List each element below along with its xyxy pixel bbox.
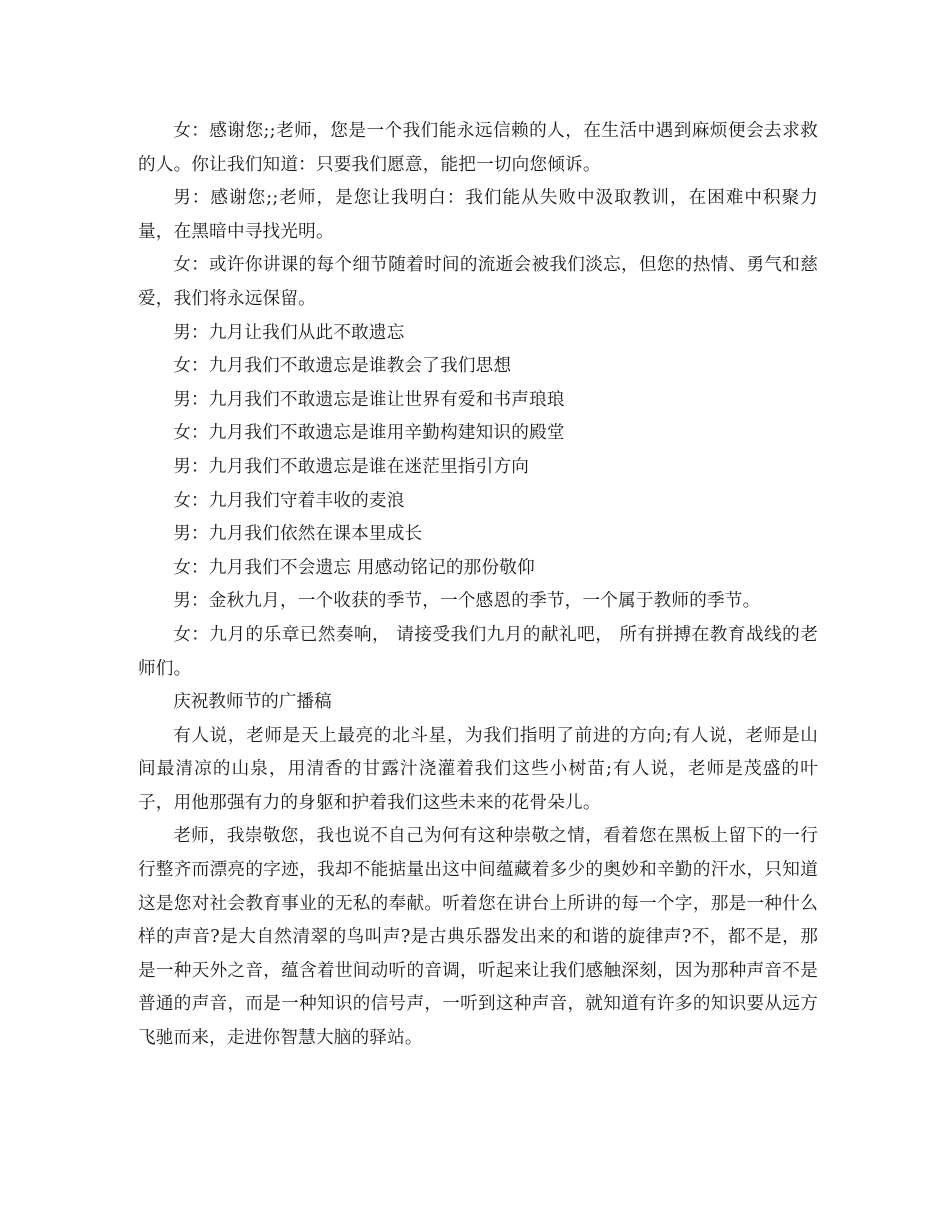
dialogue-line: 男：金秋九月，一个收获的季节，一个感恩的季节，一个属于教师的季节。	[173, 591, 761, 612]
document-content	[138, 115, 818, 1056]
dialogue-line: 男：九月我们不敢遗忘是谁让世界有爱和书声琅琅	[173, 389, 565, 410]
dialogue-line: 女：九月我们不会遗忘 用感动铭记的那份敬仰	[173, 557, 535, 578]
body-paragraph: 老师，我崇敬您，我也说不自己为何有这种崇敬之情，看着您在黑板上留下的一行行整齐而漂亮的字迹，我却不能掂量出这中间蕴藏着多少的奥妙和辛勤的汗水，只知道这是您对社会教育事业的无私的奉献。听着您在讲台上所讲的每一个字，那是一种什么样的声音?是大自然清翠的鸟叫声?是古典乐器发出来的和谐的旋律声?不，都不是，那是一种天外之音，蕴含着世间动听的音调，听起来让我们感触深刻，因为那种声音不是普通的声音，而是一种知识的信号声，一听到这种声音，就知道有许多的知识要从远方飞驰而来，走进你智慧大脑的驿站。	[138, 826, 818, 1049]
dialogue-line: 男：九月让我们从此不敢遗忘	[173, 322, 405, 343]
dialogue-line: 男：感谢您;;老师，是您让我明白：我们能从失败中汲取教训，在困难中积聚力量，在黑暗中寻找光明。	[138, 188, 818, 242]
dialogue-line: 男：九月我们不敢遗忘是谁在迷茫里指引方向	[173, 456, 530, 477]
dialogue-line: 女：九月我们守着丰收的麦浪	[173, 490, 405, 511]
dialogue-line: 男：九月我们依然在课本里成长	[173, 524, 423, 545]
section-title: 庆祝教师节的广播稿	[173, 692, 332, 713]
body-paragraph: 有人说，老师是天上最亮的北斗星，为我们指明了前进的方向;有人说，老师是山间最清凉的山泉，用清香的甘露汁浇灌着我们这些小树苗;有人说，老师是茂盛的叶子，用他那强有力的身躯和护着我们这些未来的花骨朵儿。	[138, 725, 818, 813]
dialogue-line: 女：九月我们不敢遗忘是谁用辛勤构建知识的殿堂	[173, 423, 565, 444]
dialogue-line: 女：或许你讲课的每个细节随着时间的流逝会被我们淡忘，但您的热情、勇气和慈爱，我们将永远保留。	[138, 255, 818, 309]
dialogue-line: 女：九月我们不敢遗忘是谁教会了我们思想	[173, 356, 512, 377]
dialogue-line: 女：感谢您;;老师，您是一个我们能永远信赖的人，在生活中遇到麻烦便会去求救的人。你让我们知道：只要我们愿意，能把一切向您倾诉。	[138, 121, 818, 175]
dialogue-line: 女：九月的乐章已然奏响， 请接受我们九月的献礼吧， 所有拼搏在教育战线的老师们。	[138, 624, 818, 679]
